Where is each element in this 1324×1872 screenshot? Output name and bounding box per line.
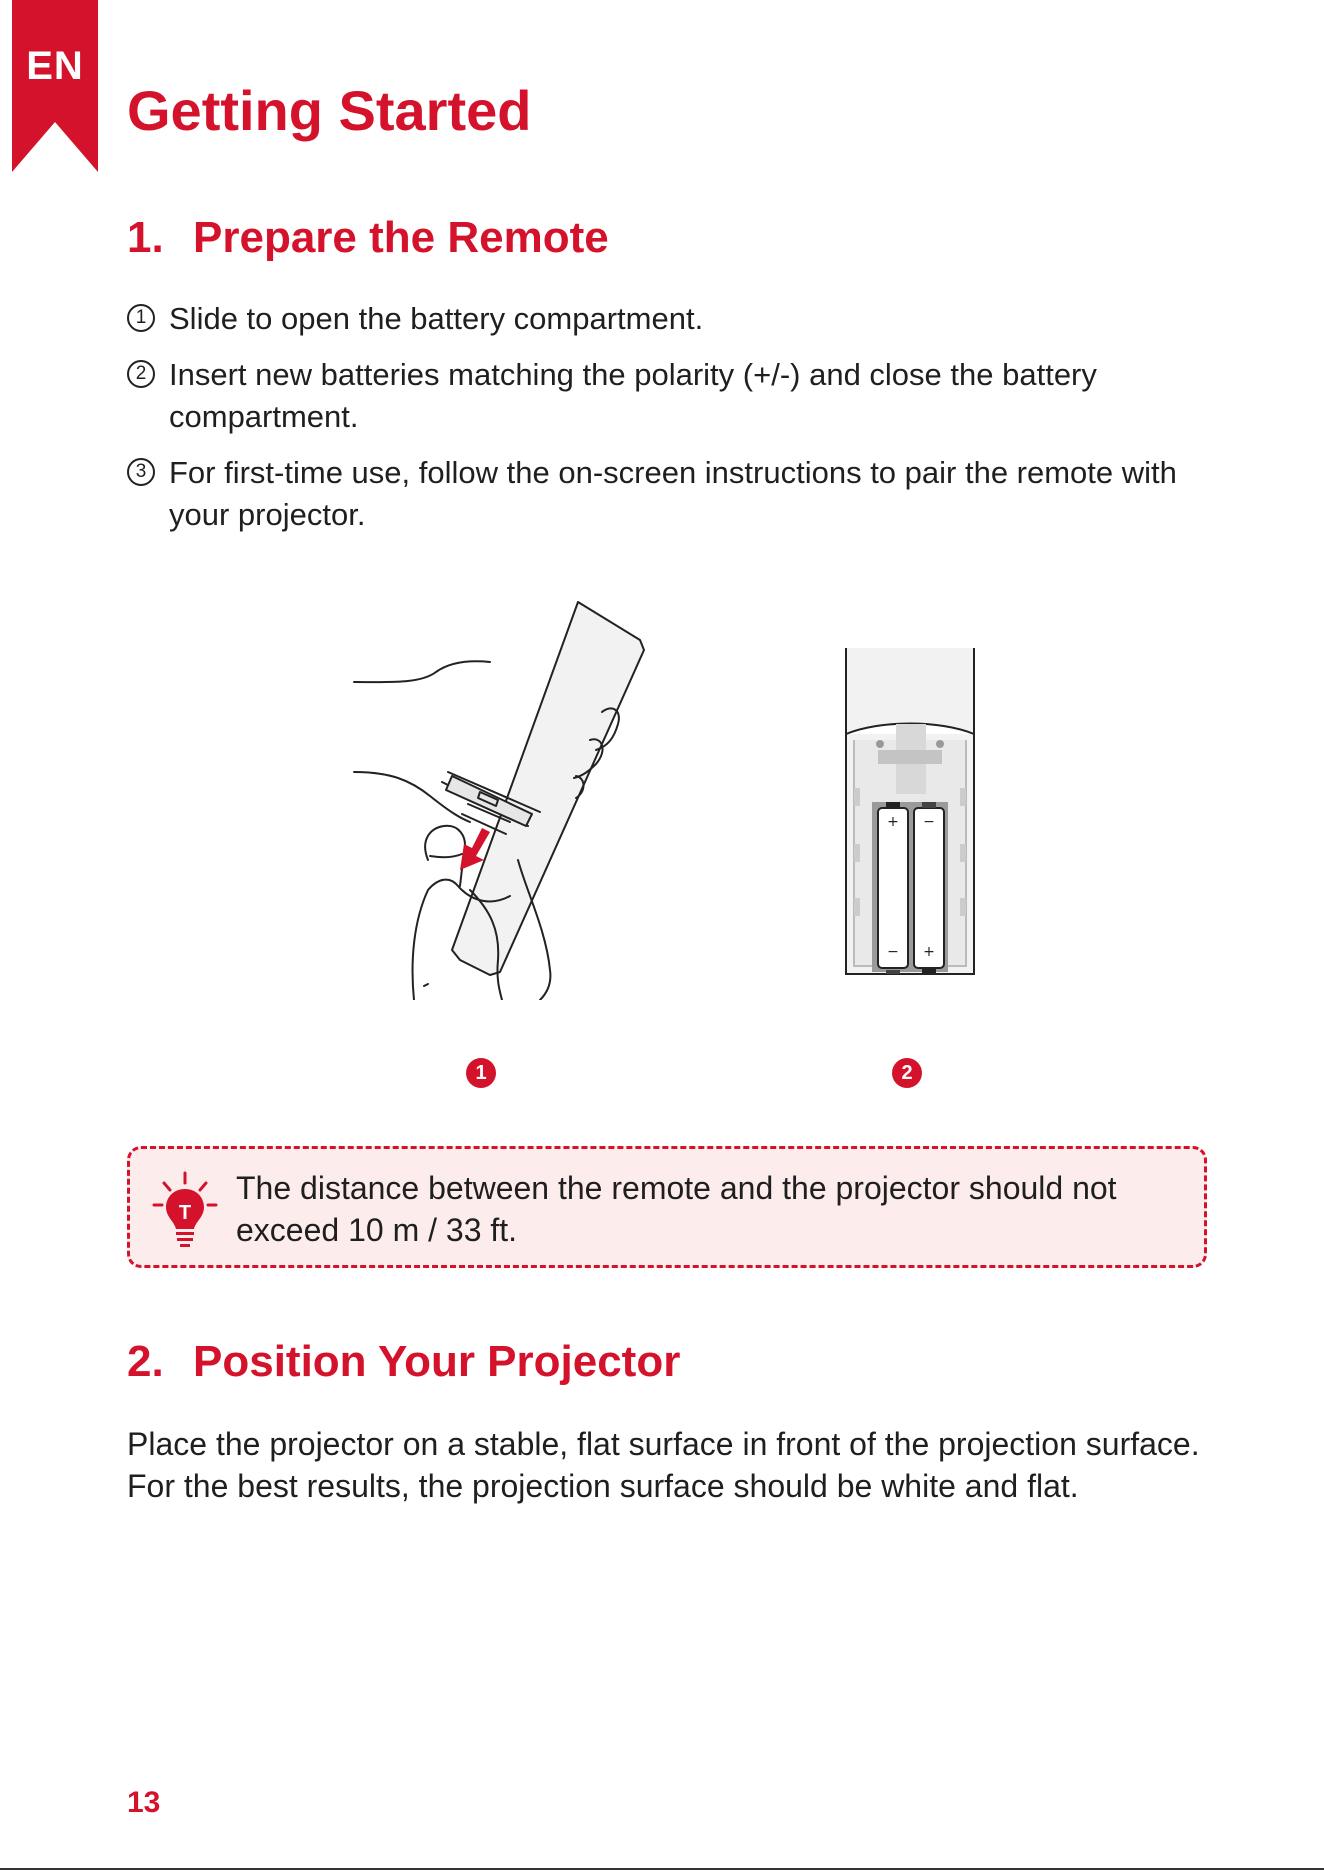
step-text: Insert new batteries matching the polarity (+/-) and close the battery compartment.	[169, 357, 1097, 434]
section-title: Position Your Projector	[193, 1337, 681, 1386]
steps-list	[127, 298, 1217, 550]
page-number: 13	[127, 1786, 161, 1819]
svg-text:−: −	[923, 814, 935, 830]
step-item	[127, 298, 1217, 340]
section-heading-position-projector	[127, 1334, 680, 1390]
figure-open-battery-compartment	[350, 600, 660, 1084]
section-body-text: Place the projector on a stable, flat surface in front of the projection surface. For the best results, the projection surface should be white and flat.	[127, 1426, 1200, 1504]
svg-text:+: +	[923, 944, 935, 960]
figure-number-badge: 2	[892, 1058, 922, 1088]
tip-text: The distance between the remote and the projector should not exceed 10 m / 33 ft.	[236, 1170, 1117, 1248]
svg-text:−: −	[887, 944, 899, 960]
svg-text:T: T	[178, 1202, 192, 1224]
remote-slide-open-illustration	[350, 600, 660, 1000]
figure-insert-batteries	[840, 648, 1000, 1084]
lightbulb-tip-icon	[152, 1169, 218, 1249]
section-title: Prepare the Remote	[193, 213, 609, 262]
language-bookmark-tab	[12, 0, 98, 172]
step-marker: 1	[127, 304, 155, 332]
section-number: 1.	[127, 213, 164, 262]
step-marker: 2	[127, 360, 155, 388]
language-code: EN	[26, 44, 84, 88]
section-heading-prepare-remote	[127, 210, 609, 266]
remote-batteries-illustration	[840, 648, 1000, 984]
page-title: Getting Started	[127, 79, 532, 142]
step-item	[127, 354, 1217, 438]
figure-number-badge: 1	[466, 1058, 496, 1088]
step-item	[127, 452, 1217, 536]
step-text: For first-time use, follow the on-screen instructions to pair the remote with your projector.	[169, 455, 1177, 532]
step-marker: 3	[127, 458, 155, 486]
tip-callout	[127, 1146, 1207, 1268]
section-number: 2.	[127, 1337, 164, 1386]
step-text: Slide to open the battery compartment.	[169, 301, 704, 336]
bottom-divider	[0, 1868, 1324, 1870]
svg-text:+: +	[887, 814, 899, 830]
